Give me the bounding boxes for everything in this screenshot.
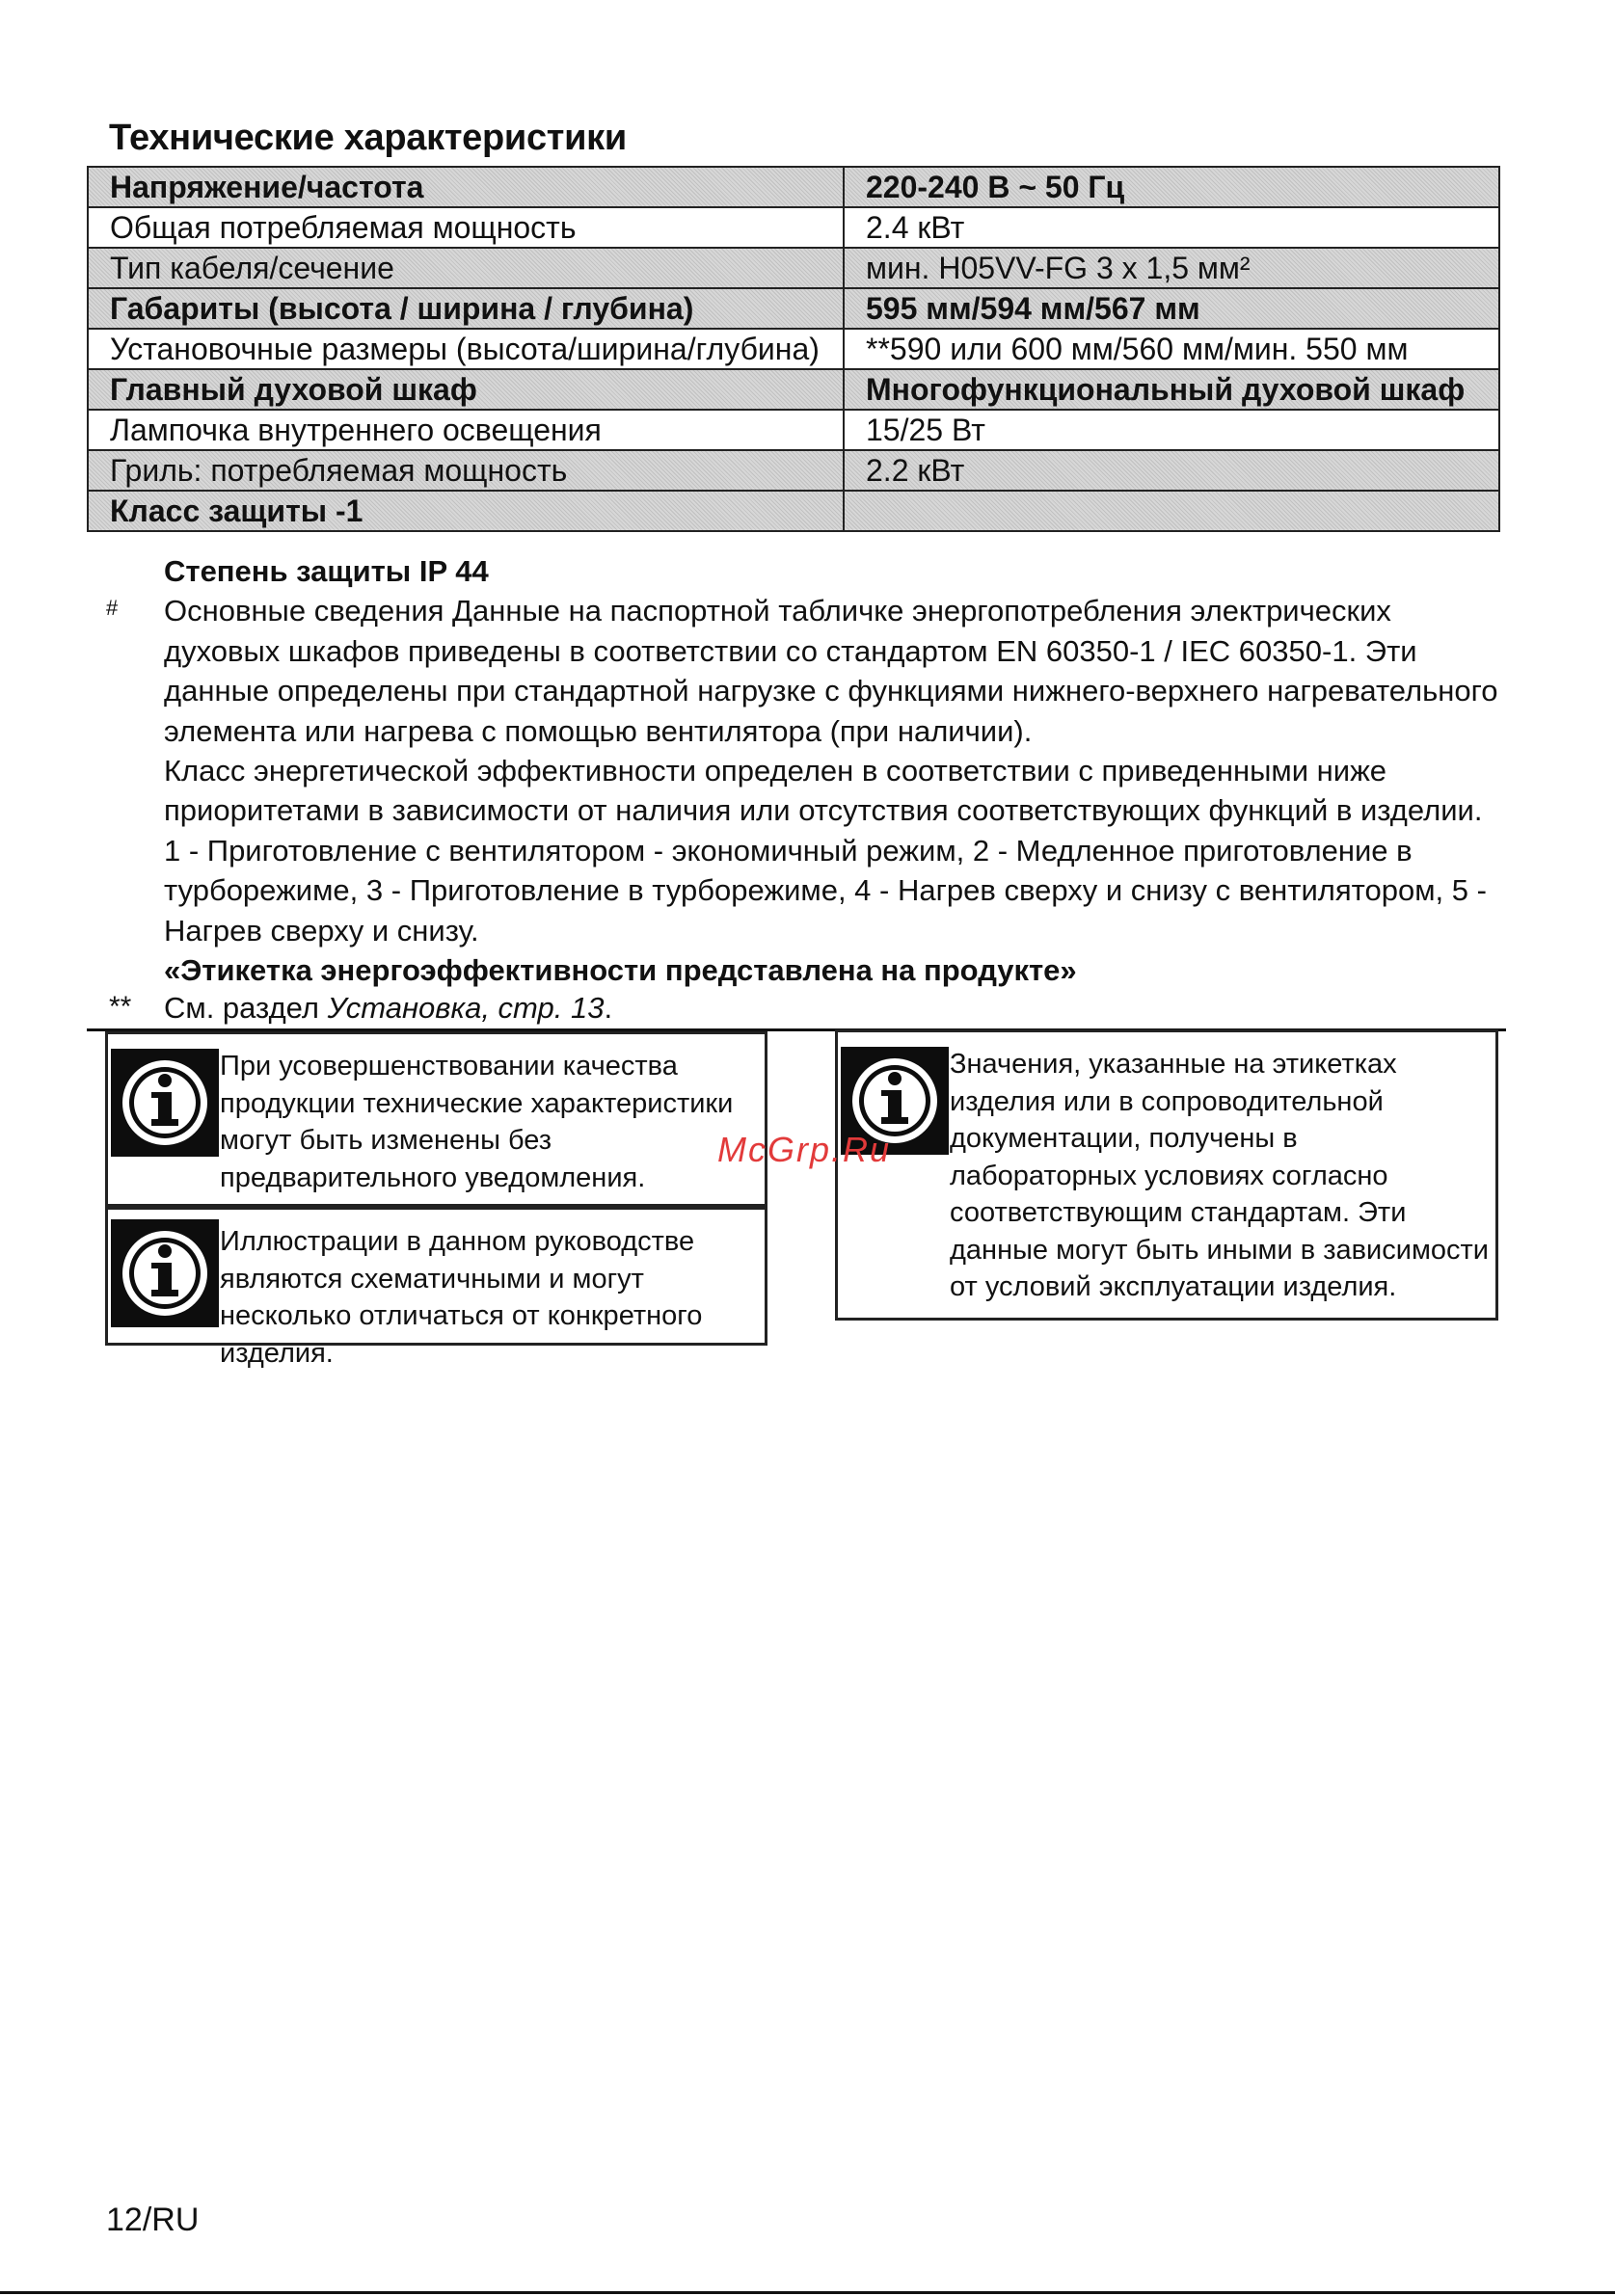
spec-label: Габариты (высота / ширина / глубина) — [88, 288, 844, 329]
spec-value: мин. H05VV-FG 3 х 1,5 мм² — [844, 248, 1499, 288]
stars-footnote-mark: ** — [109, 991, 132, 1023]
spec-row — [88, 450, 1499, 491]
spec-row — [88, 410, 1499, 450]
info-icon — [111, 1049, 219, 1157]
energy-label-note: «Этикетка энергоэффективности представлена на продукте» — [164, 953, 1077, 988]
hash-footnote-mark: # — [106, 596, 119, 620]
spec-value: 15/25 Вт — [844, 410, 1499, 450]
watermark: McGrp.Ru — [717, 1130, 892, 1169]
spec-value: 595 мм/594 мм/567 мм — [844, 288, 1499, 329]
info-box-illustrations-text: Иллюстрации в данном руководстве являются схематичными и могут несколько отличаться от конкретного изделия. — [220, 1226, 703, 1369]
page-title: Технические характеристики — [109, 118, 627, 158]
bottom-divider — [0, 2291, 1615, 2294]
specs-table — [87, 166, 1500, 532]
energy-class-paragraph: Класс энергетической эффективности определен в соответствии с приведенными ниже приоритетами в зависимости от наличия или отсутствия соответствующих функций в изделии. 1 - Приготовление с вентилятором - экономичный режим, 2 - Медленное приготовление в турборежиме, 3 - Приготовление в турборежиме, 4 - Нагрев сверху и снизу с вентилятором, 5 - Нагрев сверху и снизу. — [164, 754, 1487, 948]
spec-label: Лампочка внутреннего освещения — [88, 410, 844, 450]
spec-row — [88, 167, 1499, 207]
energy-basic-paragraph: Основные сведения Данные на паспортной табличке энергопотребления электрических духовых шкафов приведены в соответствии со стандартом EN 60350-1 / IEC 60350-1. Эти данные определены при стандартной нагрузке с функциями нижнего-верхнего нагревательного элемента или нагрева с помощью вентилятора (при наличии). — [164, 594, 1498, 748]
spec-label: Тип кабеля/сечение — [88, 248, 844, 288]
spec-label: Главный духовой шкаф — [88, 369, 844, 410]
spec-value — [844, 491, 1499, 531]
spec-value: 220-240 В ~ 50 Гц — [844, 167, 1499, 207]
spec-value: **590 или 600 мм/560 мм/мин. 550 мм — [844, 329, 1499, 369]
see-prefix: См. раздел — [164, 991, 319, 1025]
info-box-values-text: Значения, указанные на этикетках изделия или в сопроводительной документации, получены в лабораторных условиях согласно соответствующим стандартам. Эти данные могут быть иными в зависимости от условий эксплуатации изделия. — [950, 1049, 1489, 1302]
see-reference: Установка, стр. 13 — [327, 991, 605, 1025]
page-number: 12/RU — [106, 2202, 200, 2238]
spec-row — [88, 248, 1499, 288]
spec-row — [88, 369, 1499, 410]
notes-section — [164, 551, 1504, 990]
see-suffix: . — [604, 991, 613, 1025]
info-box-illustrations — [105, 1207, 767, 1369]
info-box-values — [835, 1029, 1498, 1321]
see-section-note — [164, 989, 612, 1028]
spec-label: Установочные размеры (высота/ширина/глубина) — [88, 329, 844, 369]
spec-row — [88, 491, 1499, 531]
spec-row — [88, 329, 1499, 369]
protection-degree: Степень защиты IP 44 — [164, 554, 489, 588]
spec-label: Класс защиты -1 — [88, 491, 844, 531]
spec-row — [88, 288, 1499, 329]
spec-label: Общая потребляемая мощность — [88, 207, 844, 248]
spec-value: 2.2 кВт — [844, 450, 1499, 491]
spec-row — [88, 207, 1499, 248]
info-box-quality — [105, 1031, 767, 1207]
spec-label: Напряжение/частота — [88, 167, 844, 207]
spec-value: Многофункциональный духовой шкаф — [844, 369, 1499, 410]
info-icon — [111, 1219, 219, 1327]
spec-value: 2.4 кВт — [844, 207, 1499, 248]
spec-label: Гриль: потребляемая мощность — [88, 450, 844, 491]
info-box-quality-text: При усовершенствовании качества продукции технические характеристики могут быть изменены без предварительного уведомления. — [220, 1051, 734, 1193]
